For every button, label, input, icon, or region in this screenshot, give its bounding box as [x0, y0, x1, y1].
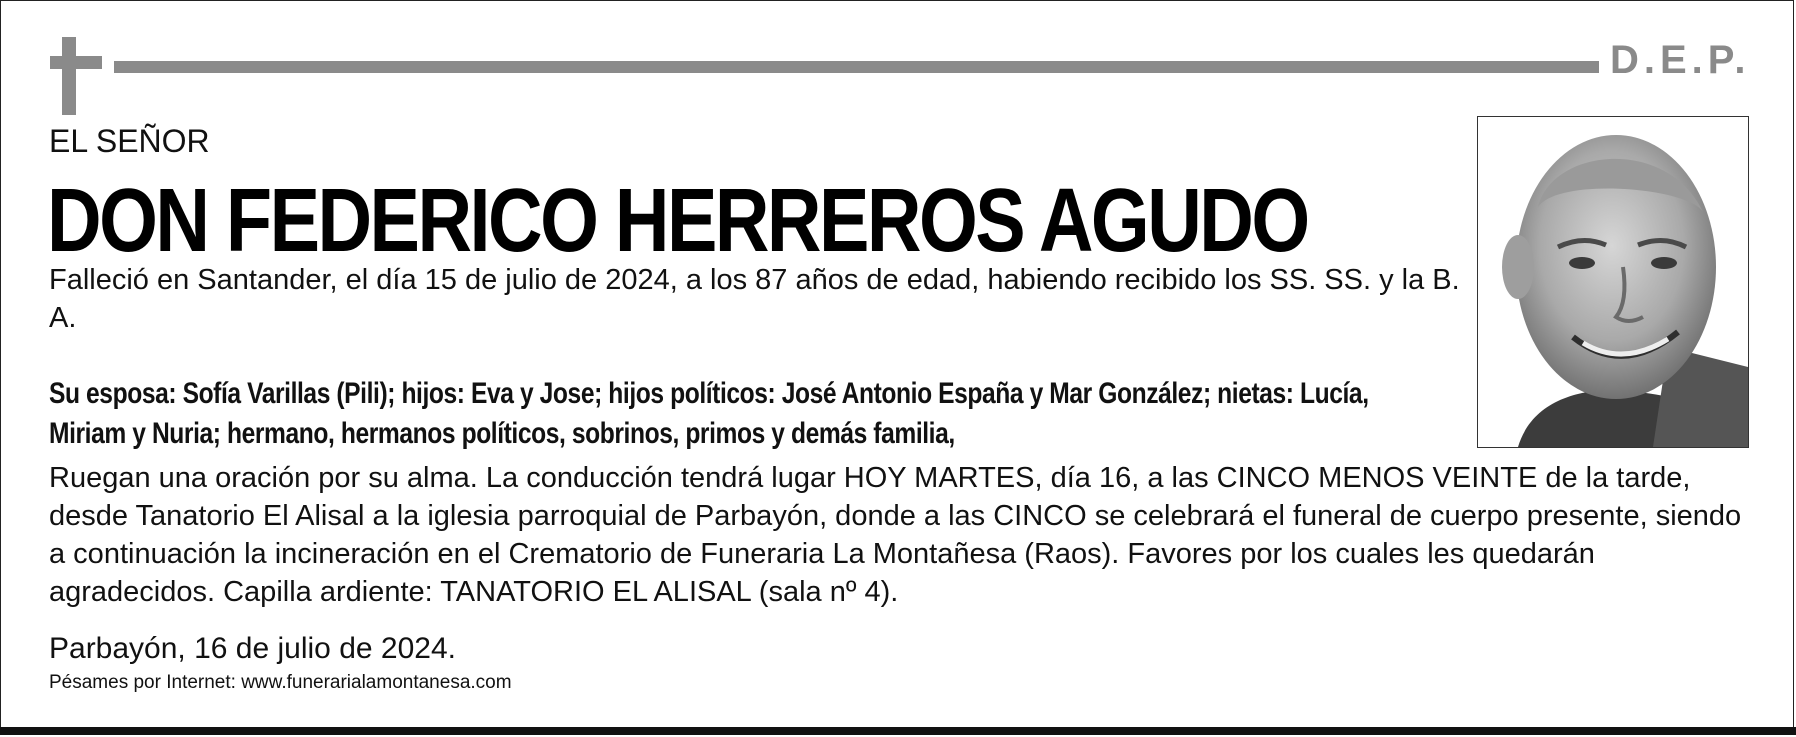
- family-list: Su esposa: Sofía Varillas (Pili); hijos: Eva y Jose; hijos políticos: José Antonio España y Mar González; nietas: Lucía, Miriam y Nuria; hermano, hermanos políticos, sobrinos, primos y demás familia,: [49, 377, 1369, 450]
- place-date: Parbayón, 16 de julio de 2024.: [49, 632, 456, 665]
- portrait-photo: [1477, 116, 1749, 448]
- condolences-link: Pésames por Internet: www.funerarialamontanesa.com: [49, 672, 512, 693]
- deceased-name: DON FEDERICO HERREROS AGUDO: [47, 171, 1308, 271]
- dep-label: D.E.P.: [1610, 38, 1751, 82]
- ceremony-details: Ruegan una oración por su alma. La conducción tendrá lugar HOY MARTES, día 16, a las CINCO MENOS VEINTE de la tarde, desde Tanatorio El Alisal a la iglesia parroquial de Parbayón, donde a las CINCO se celebrará el funeral de cuerpo presente, siendo a continuación la incineración en el Crematorio de Funeraria La Montañesa (Raos). Favores por los cuales les quedarán agradecidos. Capilla ardiente: TANATORIO EL ALISAL (sala nº 4).: [49, 462, 1742, 608]
- portrait-image: [1478, 117, 1748, 447]
- death-notice: Falleció en Santander, el día 15 de julio de 2024, a los 87 años de edad, habiendo recibido los SS. SS. y la B. A.: [49, 264, 1460, 334]
- header-rule: [114, 61, 1599, 73]
- bottom-rule: [0, 727, 1796, 735]
- honorific: EL SEÑOR: [49, 123, 210, 159]
